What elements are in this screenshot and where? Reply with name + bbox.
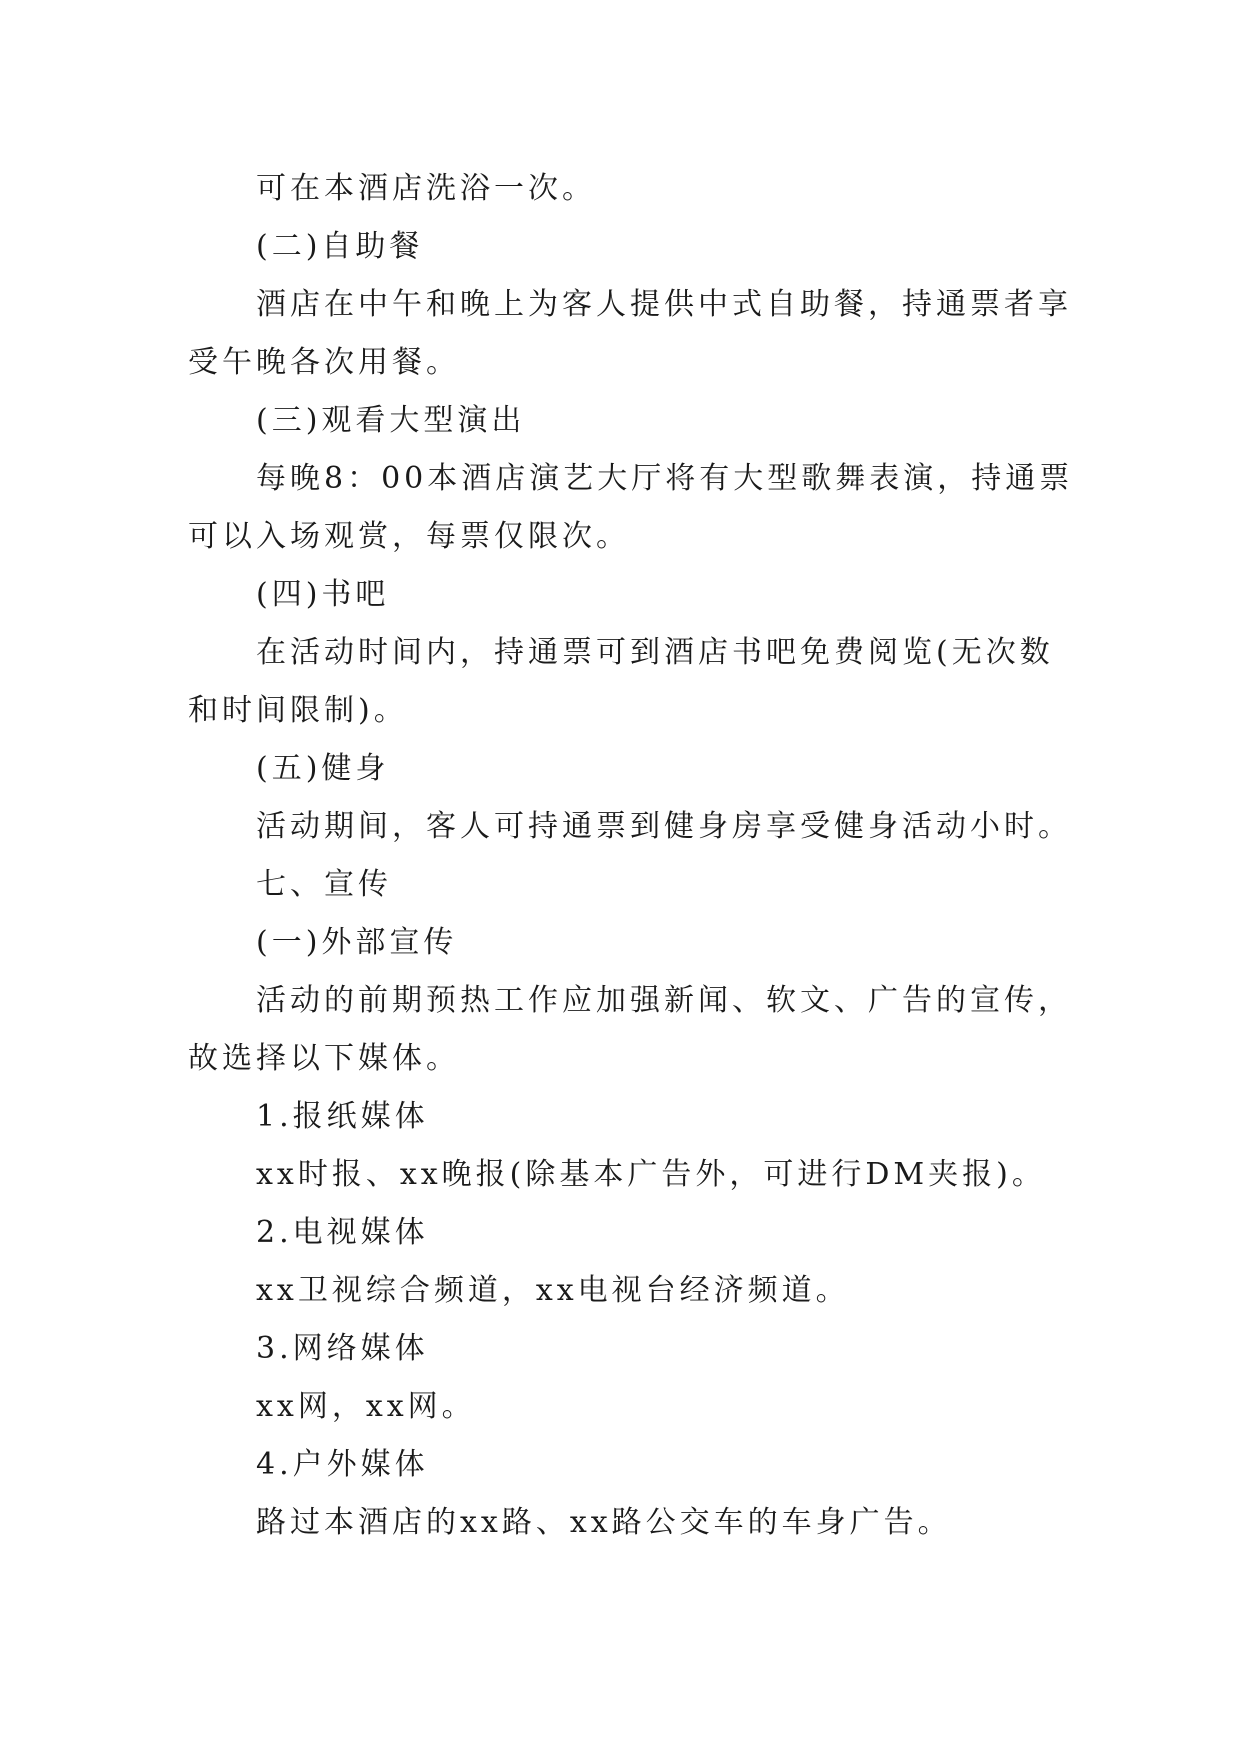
paragraph-line: 在活动时间内，持通票可到酒店书吧免费阅览(无次数 [256, 635, 1054, 670]
paragraph-line: 路过本酒店的xx路、xx路公交车的车身广告。 [256, 1505, 952, 1540]
section-heading: (五)健身 [256, 751, 390, 786]
section-heading: (一)外部宣传 [256, 925, 458, 960]
paragraph-line: xx网，xx网。 [256, 1389, 476, 1424]
section-heading: (四)书吧 [256, 577, 390, 612]
list-heading: 2.电视媒体 [256, 1215, 429, 1250]
paragraph-line: xx卫视综合频道，xx电视台经济频道。 [256, 1273, 850, 1308]
paragraph-line: 可以入场观赏，每票仅限次。 [188, 519, 630, 554]
chapter-heading: 七、宣传 [256, 867, 392, 902]
paragraph-line: 受午晚各次用餐。 [188, 345, 460, 380]
paragraph-line: 活动的前期预热工作应加强新闻、软文、广告的宣传， [256, 983, 1072, 1018]
paragraph-line: 和时间限制)。 [188, 693, 408, 728]
section-heading: (二)自助餐 [256, 229, 424, 264]
list-heading: 1.报纸媒体 [256, 1099, 429, 1134]
paragraph-line: 酒店在中午和晚上为客人提供中式自助餐，持通票者享 [256, 287, 1072, 322]
list-heading: 3.网络媒体 [256, 1331, 429, 1366]
list-heading: 4.户外媒体 [256, 1447, 429, 1482]
paragraph-line: 每晚8：00本酒店演艺大厅将有大型歌舞表演，持通票 [256, 461, 1074, 496]
paragraph-line: 故选择以下媒体。 [188, 1041, 460, 1076]
paragraph-line: xx时报、xx晚报(除基本广告外，可进行DM夹报)。 [256, 1157, 1046, 1192]
paragraph-line: 活动期间，客人可持通票到健身房享受健身活动小时。 [256, 809, 1072, 844]
paragraph-line: 可在本酒店洗浴一次。 [256, 171, 596, 206]
section-heading: (三)观看大型演出 [256, 403, 526, 438]
document-body [188, 160, 1074, 1552]
